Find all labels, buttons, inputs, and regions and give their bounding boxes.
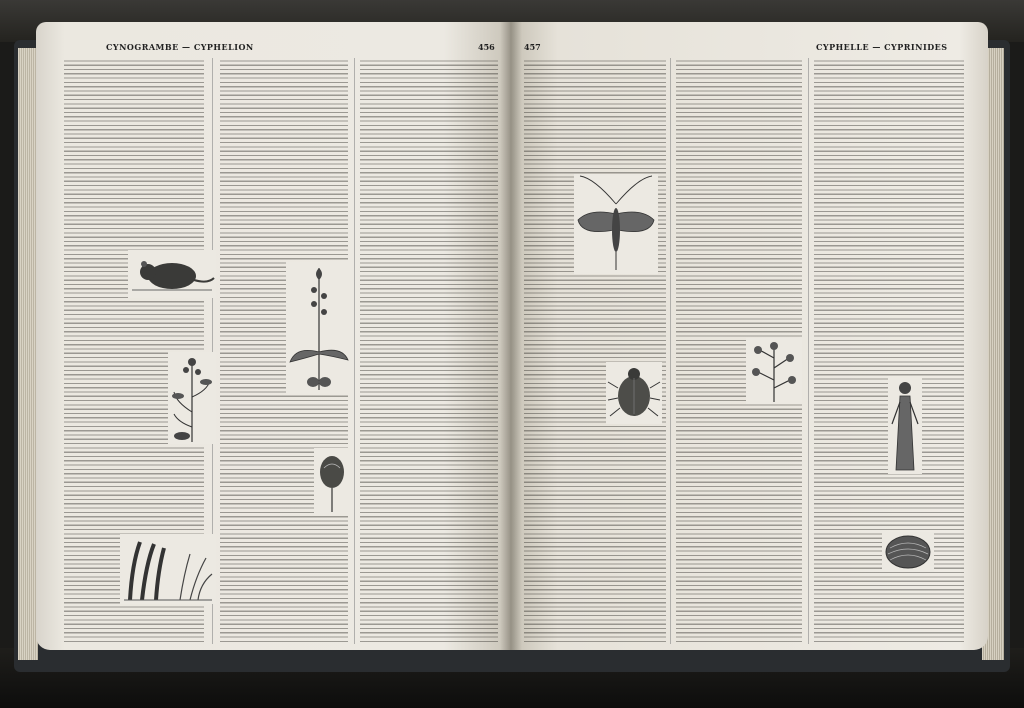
column-rule xyxy=(670,58,671,644)
book-gutter xyxy=(500,22,522,650)
left-text-column-3 xyxy=(360,58,498,644)
right-page xyxy=(510,22,988,650)
beetle-illustration xyxy=(606,362,662,424)
shell-illustration xyxy=(882,532,934,572)
cypress-cone-illustration xyxy=(314,448,350,514)
left-page xyxy=(36,22,510,650)
right-page-header: CYPHELLE — CYPRINIDES xyxy=(816,42,948,52)
flowering-plant-illustration xyxy=(168,352,216,444)
right-page-number: 457 xyxy=(524,42,541,52)
cypress-branch-illustration xyxy=(746,338,802,404)
left-page-header: CYNOGRAMBE — CYPHELION xyxy=(106,42,254,52)
mouse-illustration xyxy=(128,250,216,298)
moth-illustration xyxy=(574,174,658,274)
column-rule xyxy=(808,58,809,644)
left-page-number: 456 xyxy=(478,42,495,52)
right-text-column-1 xyxy=(524,58,666,644)
seaweed-illustration xyxy=(120,534,216,604)
page-edges-left xyxy=(18,48,38,660)
column-rule xyxy=(354,58,355,644)
woman-figure-illustration xyxy=(888,378,922,474)
orchid-illustration xyxy=(286,262,352,394)
